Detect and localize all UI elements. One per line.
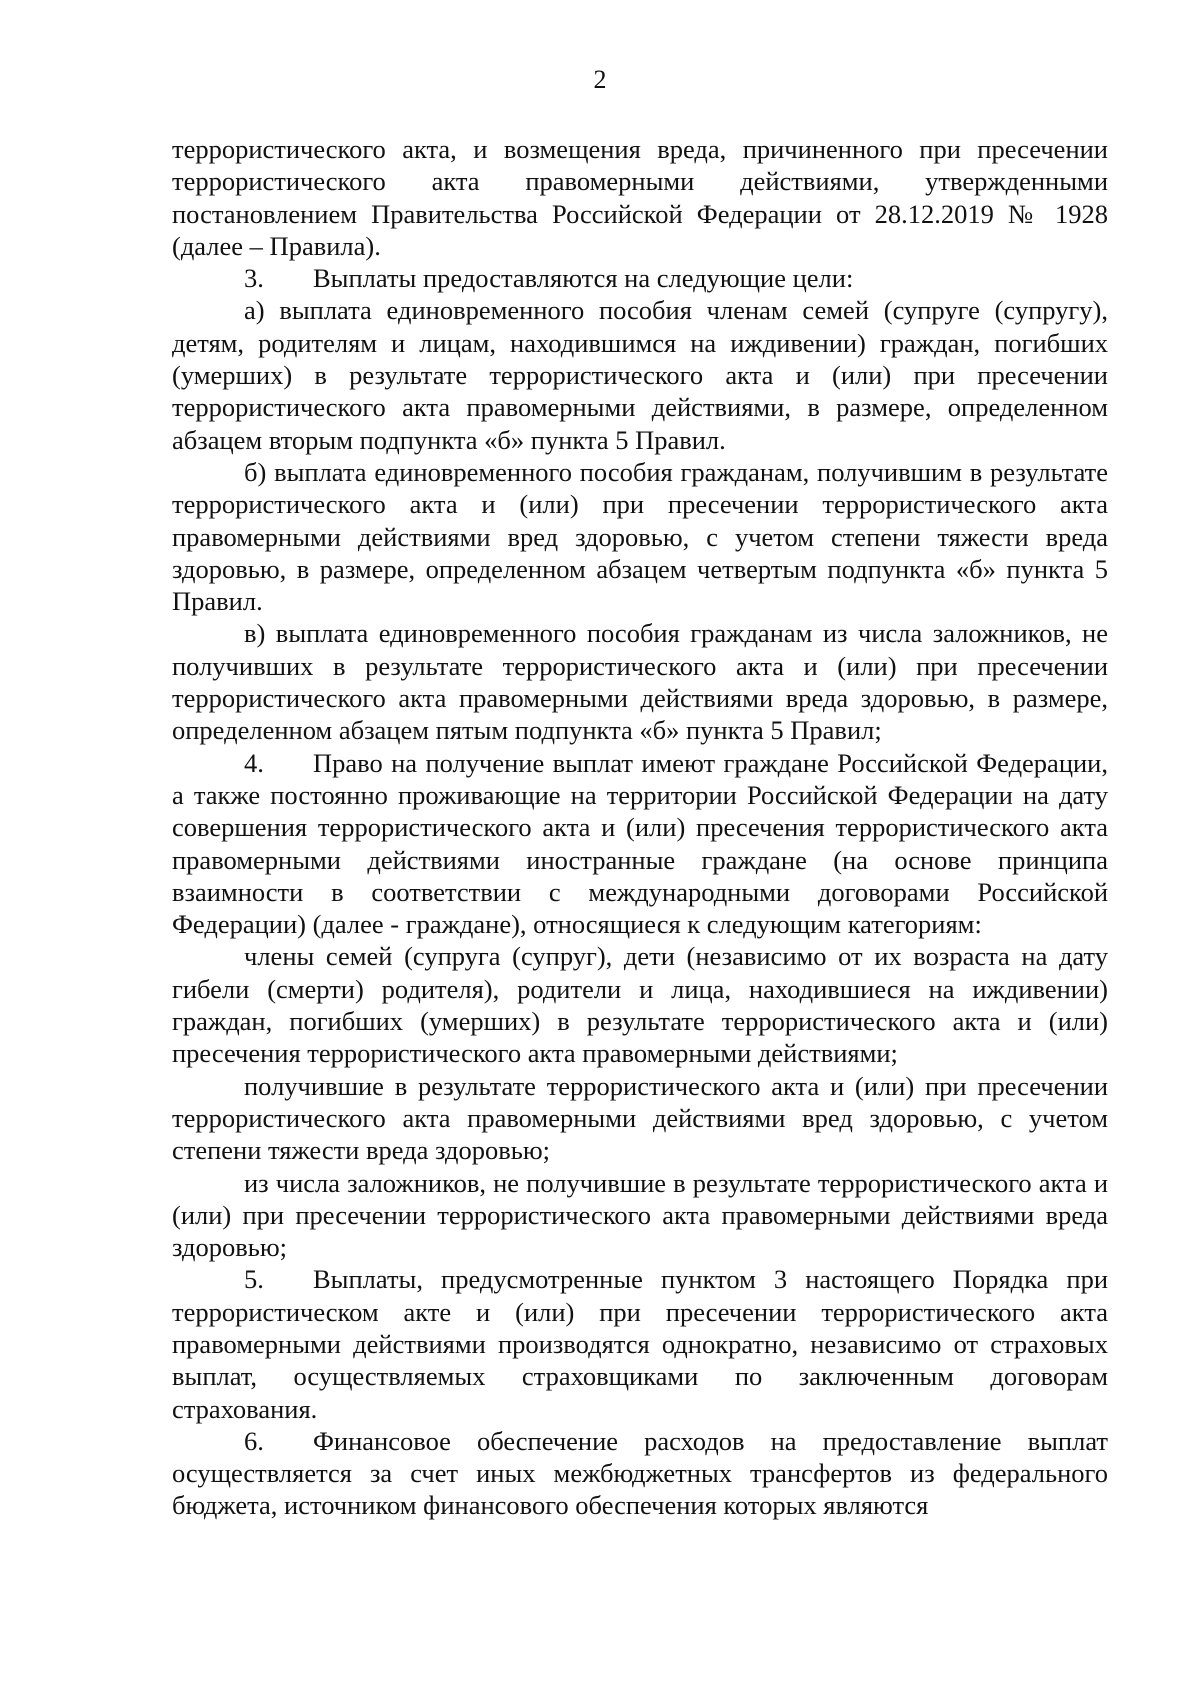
- item-text: Выплаты, предусмотренные пунктом 3 настоящего Порядка при террористическом акте и (или) при пресечении террористического акта правомерными действиями производятся однократно, независимо от страховых выплат, осуществляемых страховщиками по заключенным договорам страхования.: [172, 1264, 1108, 1424]
- category-family-members: члены семей (супруга (супруг), дети (независимо от их возраста на дату гибели (смерти) родителя), родители и лица, находившиеся на иждивении) граждан, погибших (умерших) в результате террористического акта и (или) пресечения террористического акта правомерными действиями;: [172, 941, 1108, 1069]
- paragraph-item-6: [172, 1425, 1108, 1522]
- document-body: [172, 133, 1108, 1522]
- item-text: Выплаты предоставляются на следующие цели:: [313, 263, 854, 294]
- subparagraph-v: в) выплата единовременного пособия гражданам из числа заложников, не получивших в результате террористического акта и (или) при пресечении террористического акта правомерными действиями вреда здоровью, в размере, определенном абзацем пятым подпункта «б» пункта 5 Правил;: [172, 618, 1108, 746]
- item-number: 6.: [244, 1425, 264, 1456]
- subparagraph-a: а) выплата единовременного пособия членам семей (супруге (супругу), детям, родителям и лицам, находившимся на иждивении) граждан, погибших (умерших) в результате террористического акта и (или) при пресечении террористического акта правомерными действиями, в размере, определенном абзацем вторым подпункта «б» пункта 5 Правил.: [172, 295, 1108, 455]
- item-number: 4.: [244, 747, 264, 778]
- paragraph-item-3: [172, 262, 1108, 294]
- paragraph-item-4: [172, 747, 1108, 941]
- category-injured: получившие в результате террористического акта и (или) при пресечении террористического акта правомерными действиями вред здоровью, с учетом степени тяжести вреда здоровью;: [172, 1070, 1108, 1166]
- paragraph-item-5: [172, 1263, 1108, 1424]
- item-number: 3.: [244, 263, 264, 294]
- category-hostages: из числа заложников, не получившие в результате террористического акта и (или) при пресечении террористического акта правомерными действиями вреда здоровью;: [172, 1167, 1108, 1263]
- item-number: 5.: [244, 1264, 264, 1295]
- item-text: Финансовое обеспечение расходов на предоставление выплат осуществляется за счет иных межбюджетных трансфертов из федерального бюджета, источником финансового обеспечения которых являются: [172, 1425, 1108, 1521]
- page-number: 2: [593, 65, 607, 94]
- paragraph-continuation: террористического акта, и возмещения вреда, причиненного при пресечении террористического акта правомерными действиями, утвержденными постановлением Правительства Российской Федерации от 28.12.2019 № 1928 (далее – Правила).: [172, 134, 1108, 261]
- subparagraph-b: б) выплата единовременного пособия гражданам, получившим в результате террористического акта и (или) при пресечении террористического акта правомерными действиями вред здоровью, с учетом степени тяжести вреда здоровью, в размере, определенном абзацем четвертым подпункта «б» пункта 5 Правил.: [172, 456, 1108, 617]
- item-text: Право на получение выплат имеют граждане Российской Федерации, а также постоянно проживающие на территории Российской Федерации на дату совершения террористического акта и (или) пресечения террористического акта правомерными действиями иностранные граждане (на основе принципа взаимности в соответствии с международными договорами Российской Федерации) (далее - граждане), относящиеся к следующим категориям:: [172, 747, 1108, 940]
